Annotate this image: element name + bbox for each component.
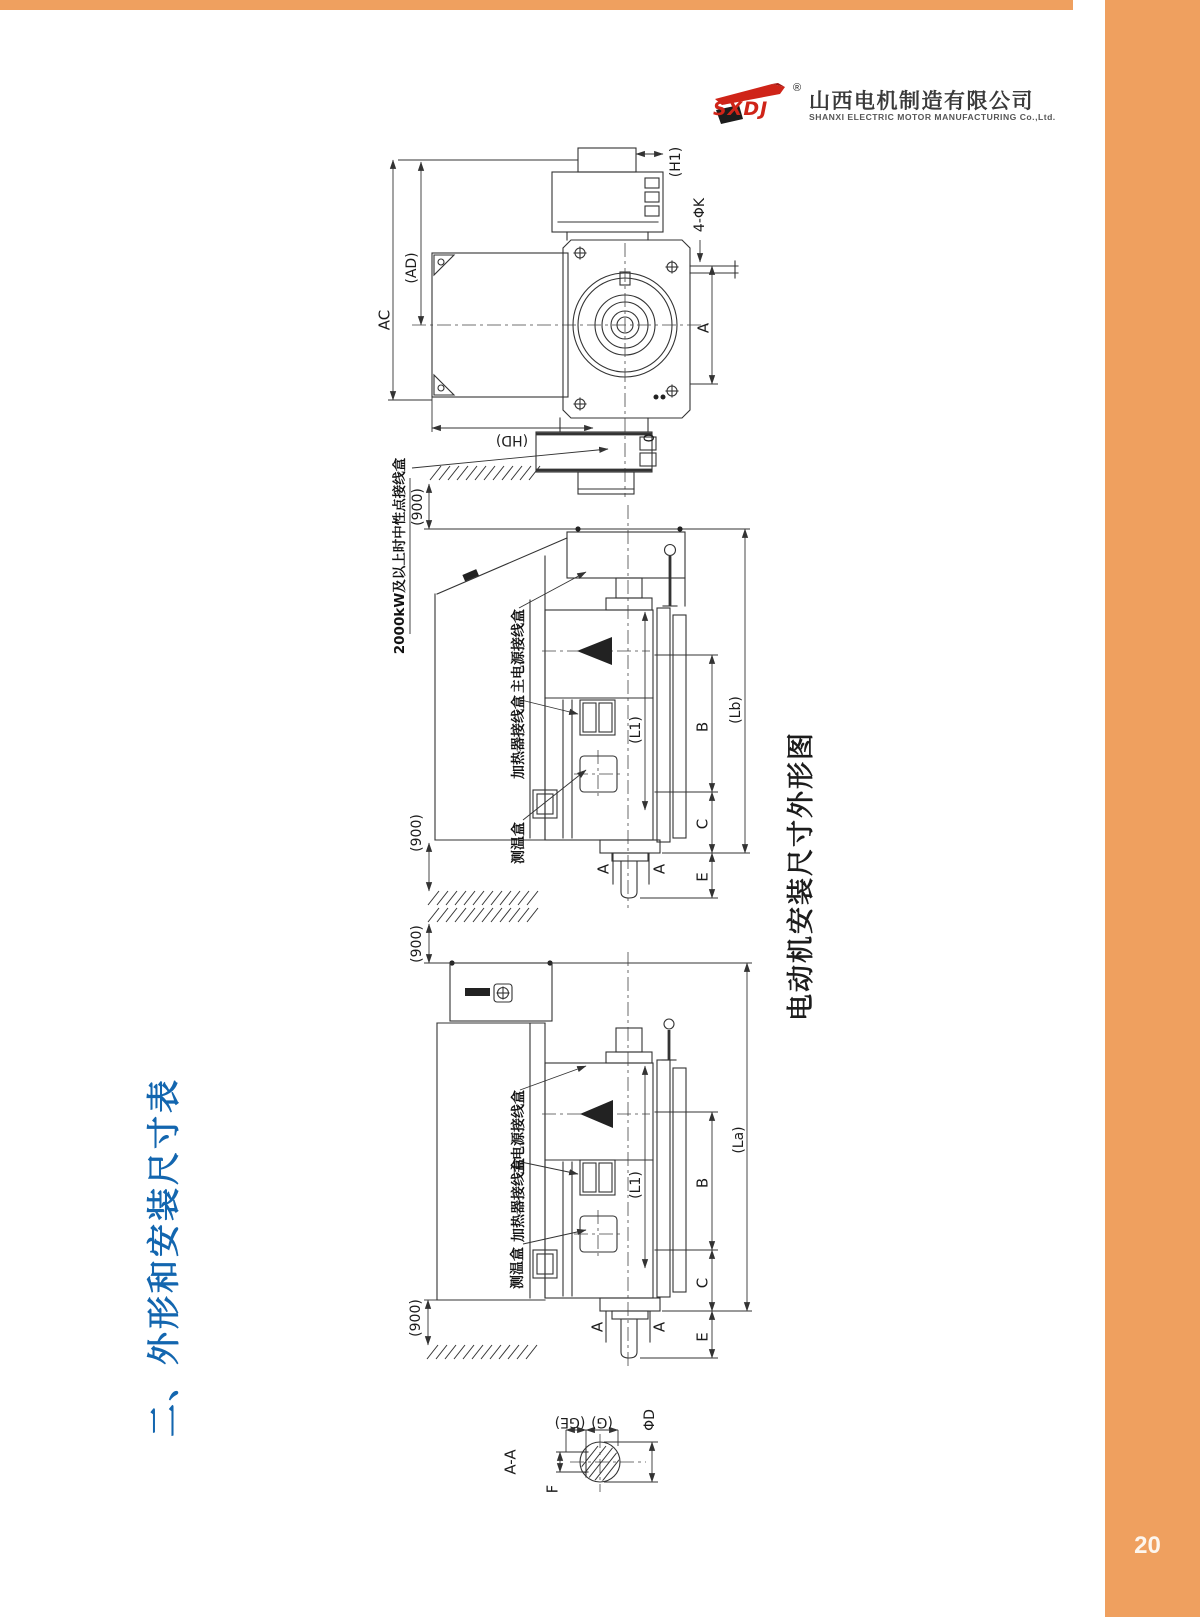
section-title-aa: A-A [501,1449,520,1475]
dim-label-b-lb: B [693,721,712,733]
dim-label-phid: ΦD [642,1409,658,1431]
heater-box-label: 加热器接线盒 [511,695,527,779]
temp-box-label-la: 测温盒 [510,1247,526,1289]
section-mark-a2: A [650,863,669,875]
figure-caption: 电动机安装尺寸外形图 [786,731,816,1021]
dim-label-e-lb: E [693,872,712,882]
section-mark-a1: A [594,863,613,875]
heater-box-label-la: 加热器接线盒 [511,1158,527,1242]
dim-label-c-la: C [693,1277,712,1289]
dim-label-l1-la: (L1) [628,1171,644,1199]
dim-label-g: (G) [591,1414,613,1430]
company-name-en: SHANXI ELECTRIC MOTOR MANUFACTURING Co.,Ltd. [809,112,1056,122]
dim-label-e-la: E [693,1332,712,1342]
section-mark-a4: A [650,1321,669,1333]
dim-label-a: A [694,322,713,334]
dim-label-la: (La) [731,1126,747,1154]
motor-side-view-lb [424,505,750,908]
main-power-box-label: 主电源接线盒 [511,609,527,693]
dim-label-lb: (Lb) [728,696,744,724]
section-title: 二、外形和安装尺寸表 [145,1077,182,1437]
dim-label-hd: (HD) [495,432,529,448]
company-name-cn: 山西电机制造有限公司 [809,90,1034,113]
dim-label-900-2: (900) [409,814,425,852]
dim-label-900-1: (900) [410,488,426,526]
dim-label-zero: 0 [642,433,658,443]
dim-label-4phik: 4-ΦK [692,197,708,233]
shaft-section-view [502,1409,659,1493]
main-power-box-label-la: 主电源接线盒 [511,1090,527,1174]
logo-abbr: SXDJ [713,98,769,120]
section-mark-a3: A [588,1321,607,1333]
dim-label-h1: (H1) [668,146,684,178]
dim-label-900-3: (900) [409,925,425,963]
dim-label-b-la: B [693,1177,712,1189]
neutral-box-label: 2000kW及以上时中性点接线盒 [392,457,408,655]
temp-box-label: 测温盒 [511,822,527,864]
dim-label-900-4: (900) [408,1299,424,1337]
dim-label-f: F [543,1484,562,1494]
dim-label-ad: (AD) [404,252,420,284]
dim-label-c-lb: C [693,818,712,830]
motor-side-view-la [424,952,752,1368]
dim-label-ge: (GE) [554,1414,586,1430]
dim-label-ac: AC [375,309,394,331]
registered-mark: ® [793,82,802,94]
dim-label-l1-lb: (L1) [628,716,644,744]
page-number: 20 [1134,1532,1161,1559]
